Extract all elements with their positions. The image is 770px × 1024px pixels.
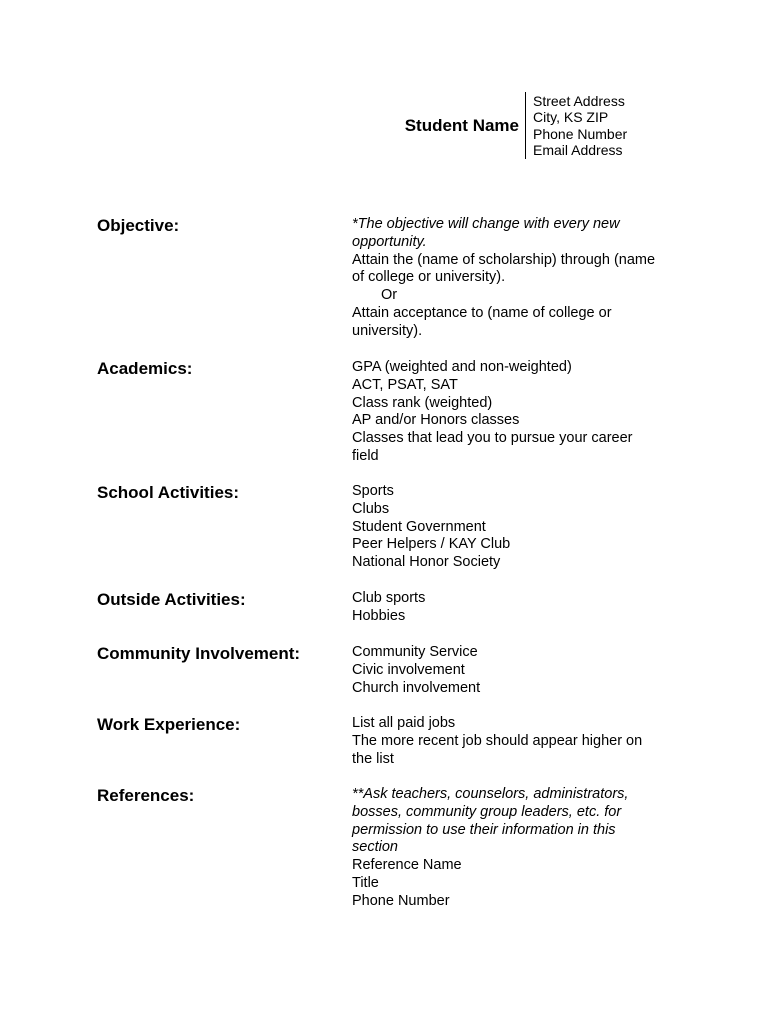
content-line: Phone Number — [352, 892, 450, 909]
content-line: Class rank (weighted) — [352, 394, 493, 411]
section-content — [352, 644, 687, 697]
content-line: Club sports — [352, 590, 426, 606]
content-line: university). — [352, 322, 423, 339]
content-line: ACT, PSAT, SAT — [352, 376, 458, 393]
section-label: Community Involvement: — [97, 644, 301, 663]
content-line: Hobbies — [352, 607, 406, 624]
content-line: *The objective will change with every new — [352, 216, 620, 232]
content-line: Or — [381, 287, 398, 304]
content-line: Classes that lead you to pursue your career — [352, 430, 633, 447]
section-content — [352, 590, 687, 626]
section-content — [352, 483, 687, 572]
content-line: Clubs — [352, 500, 390, 517]
content-line: Peer Helpers / KAY Club — [352, 536, 511, 553]
resume-header — [0, 92, 770, 160]
content-line: bosses, community group leaders, etc. for — [352, 803, 622, 820]
section-label: School Activities: — [97, 483, 240, 502]
content-line: List all paid jobs — [352, 715, 456, 731]
section-label: Objective: — [97, 216, 180, 235]
content-line: Student Government — [352, 518, 486, 535]
content-line: field — [352, 447, 379, 464]
section-content — [352, 715, 687, 768]
street-address: Street Address — [533, 93, 625, 109]
city-state-zip: City, KS ZIP — [533, 109, 609, 126]
content-line: Church involvement — [352, 679, 481, 696]
section-label: Work Experience: — [97, 715, 241, 734]
content-line: Sports — [352, 483, 394, 499]
section-label: Outside Activities: — [97, 590, 246, 609]
section-content — [352, 786, 687, 911]
content-line: Reference Name — [352, 857, 462, 874]
phone-number: Phone Number — [533, 125, 628, 142]
content-line: National Honor Society — [352, 554, 501, 571]
section-label: References: — [97, 786, 195, 805]
section-label: Academics: — [97, 359, 193, 378]
content-line: section — [352, 839, 398, 856]
content-line: Civic involvement — [352, 661, 465, 678]
content-line: of college or university). — [352, 269, 506, 286]
email-address: Email Address — [533, 141, 623, 158]
content-line: The more recent job should appear higher on — [352, 732, 643, 749]
content-line: Attain acceptance to (name of college or — [352, 304, 612, 321]
student-name: Student Name — [404, 116, 519, 135]
content-line: **Ask teachers, counselors, administrators, — [352, 786, 629, 802]
content-line: Title — [352, 874, 379, 891]
content-line: AP and/or Honors classes — [352, 412, 520, 429]
content-line: permission to use their information in this — [352, 821, 616, 838]
section-content — [352, 216, 687, 341]
content-line: GPA (weighted and non-weighted) — [352, 359, 572, 375]
contact-block — [525, 92, 627, 159]
content-line: Attain the (name of scholarship) through (name — [352, 251, 656, 268]
content-line: Community Service — [352, 644, 478, 660]
content-line: the list — [352, 750, 394, 767]
section-content — [352, 359, 687, 466]
content-line: opportunity. — [352, 233, 427, 250]
